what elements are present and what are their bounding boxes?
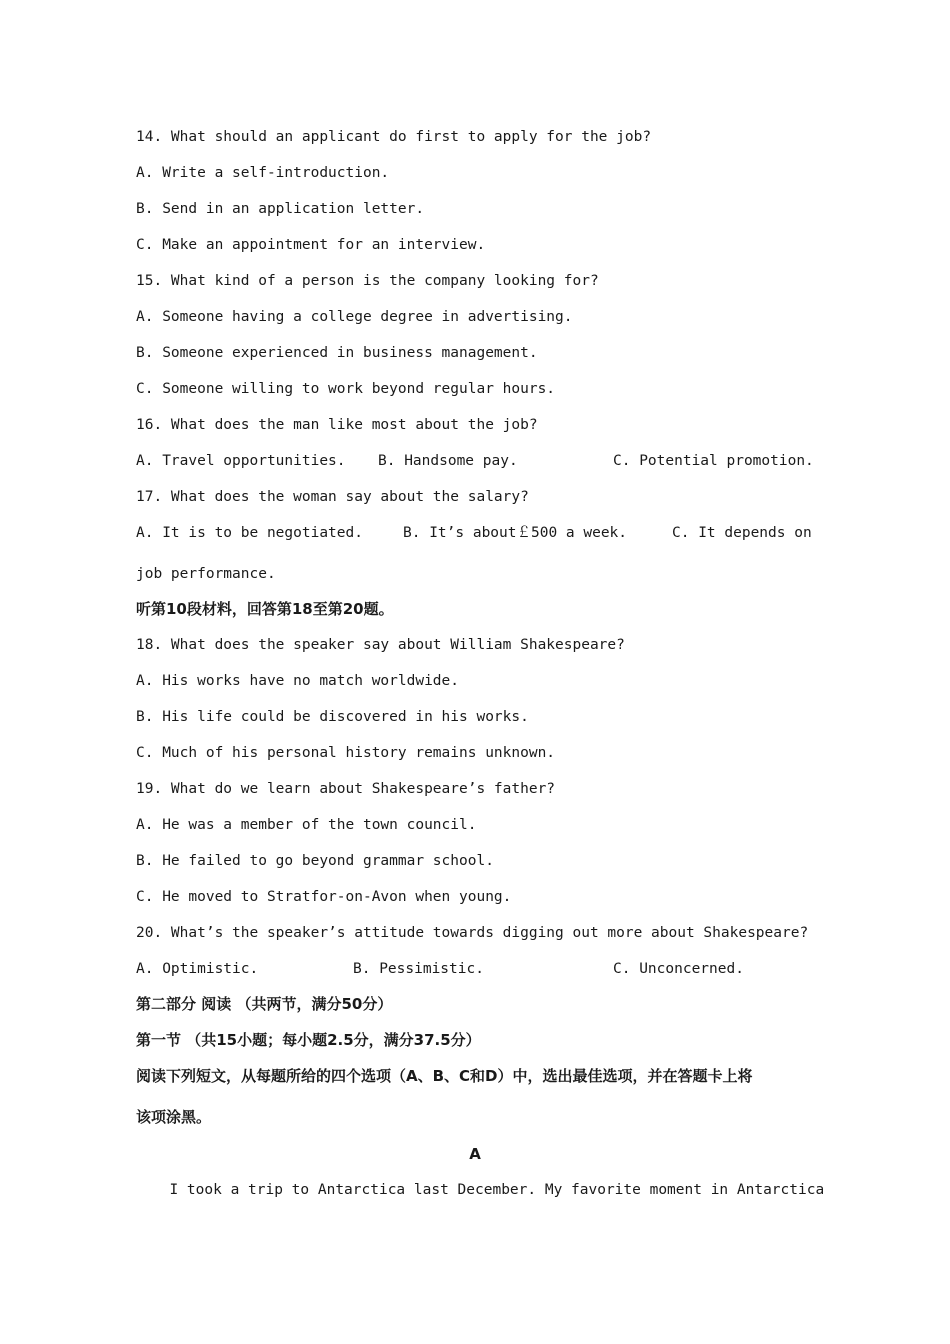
option-18-b: B. His life could be discovered in his works. <box>136 709 529 725</box>
option-14-c: C. Make an appointment for an interview. <box>136 237 486 253</box>
question-15: 15. What kind of a person is the company looking for? <box>136 273 599 289</box>
question-19: 19. What do we learn about Shakespeare’s father? <box>136 781 556 797</box>
option-20-c: C. Unconcerned. <box>613 961 744 977</box>
section-10-heading: 听第10段材料，回答第18至第20题。 <box>136 600 394 618</box>
option-17-b: B. It’s about￡500 a week. <box>403 525 628 541</box>
option-18-c: C. Much of his personal history remains unknown. <box>136 745 556 761</box>
option-19-c: C. He moved to Stratfor-on-Avon when young. <box>136 889 512 905</box>
option-15-b: B. Someone experienced in business management. <box>136 345 538 361</box>
section-1-heading: 第一节 （共15小题；每小题2.5分，满分37.5分） <box>136 1031 481 1049</box>
option-16-a: A. Travel opportunities. <box>136 453 346 469</box>
option-20-b: B. Pessimistic. <box>353 961 484 977</box>
option-16-c: C. Potential promotion. <box>613 453 814 469</box>
option-17-c: C. It depends on <box>672 525 812 541</box>
question-16: 16. What does the man like most about the job? <box>136 417 538 433</box>
option-20-a: A. Optimistic. <box>136 961 259 977</box>
option-17-a: A. It is to be negotiated. <box>136 525 363 541</box>
instruction-line-2: 该项涂黑。 <box>136 1108 212 1126</box>
instruction-line-1: 阅读下列短文，从每题所给的四个选项（A、B、C和D）中，选出最佳选项，并在答题卡上将 <box>136 1067 753 1085</box>
part-2-heading: 第二部分 阅读 （共两节，满分50分） <box>136 995 393 1013</box>
option-17-c-continued: job performance. <box>136 566 276 582</box>
passage-label: A <box>469 1145 481 1163</box>
option-16-b: B. Handsome pay. <box>378 453 518 469</box>
option-19-a: A. He was a member of the town council. <box>136 817 477 833</box>
option-14-b: B. Send in an application letter. <box>136 201 425 217</box>
question-14: 14. What should an applicant do first to apply for the job? <box>136 129 652 145</box>
option-15-a: A. Someone having a college degree in advertising. <box>136 309 573 325</box>
option-19-b: B. He failed to go beyond grammar school. <box>136 853 494 869</box>
question-18: 18. What does the speaker say about William Shakespeare? <box>136 637 625 653</box>
option-18-a: A. His works have no match worldwide. <box>136 673 460 689</box>
passage-first-line: I took a trip to Antarctica last December. My favorite moment in Antarctica <box>152 1182 825 1198</box>
question-20: 20. What’s the speaker’s attitude towards digging out more about Shakespeare? <box>136 925 809 941</box>
option-14-a: A. Write a self-introduction. <box>136 165 390 181</box>
question-17: 17. What does the woman say about the salary? <box>136 489 529 505</box>
option-15-c: C. Someone willing to work beyond regular hours. <box>136 381 556 397</box>
